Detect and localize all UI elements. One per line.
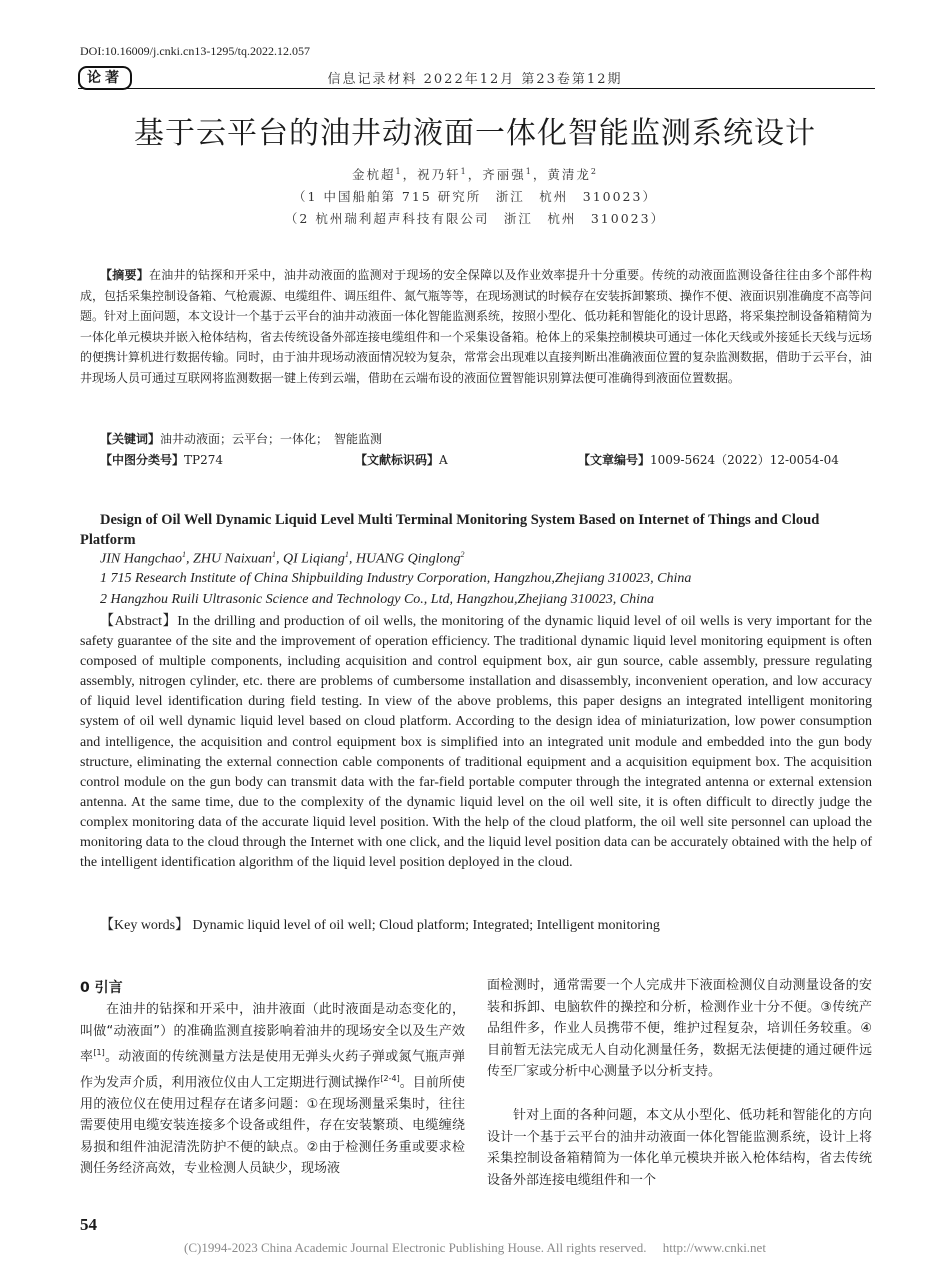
keywords-zh xyxy=(100,430,382,447)
author-mark: 1 xyxy=(272,550,276,559)
article-number-label: 【文章编号】 xyxy=(578,453,651,467)
body-text: 。动液面的传统测量方法是使用无弹头火药子弹或氮气瓶声弹作为发声介质，利用液位仪由人工定期进行测试操作 xyxy=(80,1049,465,1091)
keywords-zh-label: 【关键词】 xyxy=(100,432,161,446)
doi-line: DOI:10.16009/j.cnki.cn13-1295/tq.2022.12.057 xyxy=(80,44,310,58)
body-text: 。目前所使用的液位仪在使用过程存在诸多问题：①在现场测量采集时，往往需要使用电缆安装连接多个设备或组件，存在安装繁琐、电缆缠绕易损和组件油泥清洗防护不便的缺点。②由于检测任务重或要求检测任务经济高效，专业检测人员缺少，现场液 xyxy=(80,1075,465,1177)
doc-code-label: 【文献标识码】 xyxy=(355,453,440,467)
citation-ref: [1] xyxy=(93,1048,105,1057)
english-affiliation-2: 2 Hangzhou Ruili Ultrasonic Science and Technology Co., Ltd, Hangzhou,Zhejiang 310023, China xyxy=(100,592,655,607)
body-column-right-para2: 针对上面的各种问题，本文从小型化、低功耗和智能化的方向设计一个基于云平台的油井动液面一体化智能监测系统，设计上将采集控制设备箱精简为一体化单元模块并嵌入枪体结构，省去传统设备外部连接电缆组件和一个 xyxy=(487,1108,872,1188)
abstract-zh xyxy=(80,265,872,389)
affiliation-zh-1: （1 中国船舶第 715 研究所 浙江 杭州 310023） xyxy=(293,189,657,204)
author-name: 黄清龙 xyxy=(547,167,591,182)
abstract-zh-text: 在油井的钻探和开采中，油井动液面的监测对于现场的安全保障以及作业效率提升十分重要。传统的动液面监测设备往往由多个部件构成，包括采集控制设备箱、气枪震源、电缆组件、调压组件、氮气瓶等等，在现场测试的时候存在安装拆卸繁琐、操作不便、液面识别准确度不高等问题。针对上面问题，本文设计一个基于云平台的油井动液面一体化智能监测系统，按照小型化、低功耗和智能化的设计思路，将采集控制设备箱精简为一体化单元模块并嵌入枪体结构，省去传统设备外部连接电缆组件和一个采集设备箱。枪体上的采集控制模块可通过一体化天线或外接延长天线与远场的便携计算机进行数据传输。同时，由于油井现场动液面情况较为复杂，常常会出现难以直接判断出准确液面位置的复杂监测数据，借助于云平台，油井现场人员可通过互联网将监测数据一键上传到云端，借助在云端布设的液面位置智能识别算法便可准确得到液面位置数据。 xyxy=(80,268,873,385)
author-mark: 1 xyxy=(525,166,533,176)
copyright-notice: (C)1994-2023 China Academic Journal Electronic Publishing House. All rights reserved. http://www.cnki.net xyxy=(184,1240,766,1255)
paper-title: 基于云平台的油井动液面一体化智能监测系统设计 xyxy=(134,116,816,151)
english-authors: JIN Hangchao$^1$, ZHU Naixuan$^1$, QI Liqiang$^1$, HUANG Qinglong$^2$ xyxy=(100,550,465,567)
citation-ref: [2-4] xyxy=(380,1073,400,1083)
author-mark: 1 xyxy=(344,550,349,559)
page-number: 54 xyxy=(80,1215,97,1234)
article-number-value: 1009-5624（2022）12-0054-04 xyxy=(650,453,839,467)
author-mark: 1 xyxy=(460,166,468,176)
author-name: 金杭超 xyxy=(352,167,396,182)
author-en: ZHU Naixuan xyxy=(193,551,272,567)
english-title: Design of Oil Well Dynamic Liquid Level Multi Terminal Monitoring System Based on Internet of Things and Cloud Platform xyxy=(80,512,820,548)
clc-label: 【中图分类号】 xyxy=(100,453,185,467)
clc-value: TP274 xyxy=(184,453,223,467)
english-abstract xyxy=(80,612,872,873)
doc-code-value: A xyxy=(439,453,448,467)
author-en: JIN Hangchao xyxy=(100,551,183,567)
english-keywords-label: 【Key words】 xyxy=(100,918,190,933)
author-en: HUANG Qinglong xyxy=(355,551,461,567)
article-number xyxy=(578,451,839,468)
author-name: 祝乃轩 xyxy=(417,167,461,182)
author-mark: 2 xyxy=(460,550,465,559)
english-abstract-text: In the drilling and production of oil wells, the monitoring of the dynamic liquid level of oil wells is very important for the safety guarantee of the site and the improvement of operation efficiency. The traditional dynamic liquid level monitoring equipment is often composed of multiple components, including acquisition and control equipment box, air gun source, cable assembly, pressure regulating assembly, nitrogen cylinder, etc. there are problems of cumbersome installation and disassembly, inconvenient operation, and low accuracy of liquid level identification during field testing. In view of the above problems, this paper designs an integrated intelligent monitoring system of oil well dynamic liquid level based on cloud platform. According to the design idea of miniaturization, low power consumption and intelligence, the acquisition and control equipment box is simplified into an integrated unit module and embedded into the gun body structure, eliminating the external connection cable components of traditional equipment and a acquisition equipment box. The acquisition control module on the gun body can transmit data with the far-field portable computer through the integrated antenna or external extension antenna. At the same time, due to the complexity of the dynamic liquid level on the oil well site, it is often difficult to directly judge the complex monitoring data of the accurate liquid level position. With the help of the cloud platform, the oil well site personnel can upload the monitoring data to the cloud through the Internet with one click, and the liquid level position data can be accurately obtained with the help of the intelligent identification algorithm of the liquid level position deployed in the cloud. xyxy=(80,614,872,871)
abstract-zh-label: 【摘要】 xyxy=(100,268,150,282)
body-column-left xyxy=(80,999,465,1180)
english-keywords-text: Dynamic liquid level of oil well; Cloud platform; Integrated; Intelligent monitoring xyxy=(192,918,660,933)
english-abstract-label: 【Abstract】 xyxy=(100,614,178,629)
header-rule xyxy=(78,88,875,89)
author-en: QI Liqiang xyxy=(283,551,345,567)
clc-number xyxy=(100,451,223,468)
affiliation-zh-2: （2 杭州瑞利超声科技有限公司 浙江 杭州 310023） xyxy=(284,211,666,226)
english-keywords xyxy=(100,914,660,934)
section-badge: 论著 xyxy=(78,66,132,90)
body-text: 在油井的钻探和开采中，油井液面（此时液面是动态变化的，叫做“动液面”）的准确监测直接影响着油井的现场安全以及生产效率 xyxy=(80,1002,465,1065)
journal-info: 信息记录材料 2022年12月 第23卷第12期 xyxy=(327,72,623,87)
author-mark: 1 xyxy=(182,550,187,559)
keywords-zh-text: 油井动液面；云平台；一体化； 智能监测 xyxy=(160,432,383,446)
authors-zh: 金杭超$^1$，祝乃轩$^1$，齐丽强$^1$，黄清龙$^2$ xyxy=(352,166,598,182)
document-code xyxy=(355,451,448,468)
english-affiliation-1: 1 715 Research Institute of China Shipbuilding Industry Corporation, Hangzhou,Zhejiang 310023, China xyxy=(100,571,692,586)
author-mark: 1 xyxy=(395,166,403,176)
author-mark: 2 xyxy=(590,166,598,176)
section-heading: 0 引言 xyxy=(80,980,123,996)
body-column-right-para1: 面检测时，通常需要一个人完成井下液面检测仪自动测量设备的安装和拆卸、电脑软件的操控和分析，检测作业十分不便。③传统产品组件多，作业人员携带不便，维护过程复杂，培训任务较重。④目前暂无法完成无人自动化测量任务，数据无法便捷的通过硬件远传至厂家或分析中心测量予以分析支持。 xyxy=(487,978,872,1079)
author-name: 齐丽强 xyxy=(482,167,526,182)
